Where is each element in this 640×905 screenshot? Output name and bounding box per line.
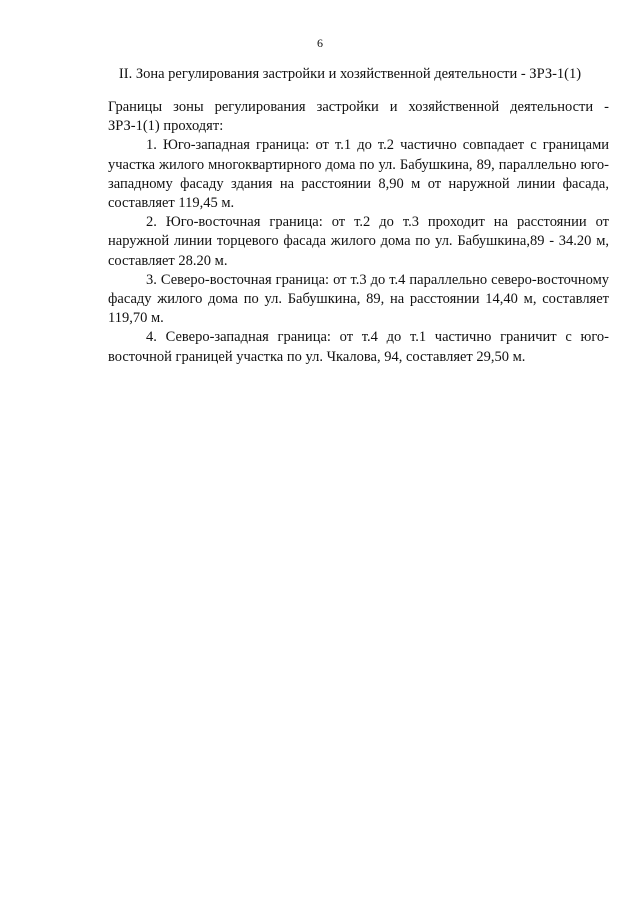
boundary-item-2: 2. Юго-восточная граница: от т.2 до т.3 проходит на расстоянии от наружной линии торцевого фасада жилого дома по ул. Бабушкина,89 - 34.20 м, составляет 28.20 м. <box>108 214 609 269</box>
document-body <box>108 98 609 367</box>
boundary-item-4: 4. Северо-западная граница: от т.4 до т.1 частично граничит с юго-восточной границей участка по ул. Чкалова, 94, составляет 29,50 м. <box>108 329 609 365</box>
intro-paragraph: Границы зоны регулирования застройки и хозяйственной деятельности - ЗРЗ-1(1) проходят: <box>108 99 609 135</box>
page-number: 6 <box>317 36 323 50</box>
boundary-item-3: 3. Северо-восточная граница: от т.3 до т.4 параллельно северо-восточному фасаду жилого дома по ул. Бабушкина, 89, на расстоянии 14,40 м, составляет 119,70 м. <box>108 271 609 327</box>
section-title: II. Зона регулирования застройки и хозяйственной деятельности - ЗРЗ-1(1) <box>118 66 582 82</box>
boundary-item-1: 1. Юго-западная граница: от т.1 до т.2 частично совпадает с границами участка жилого многоквартирного дома по ул. Бабушкина, 89, параллельно юго-западному фасаду здания на расстоянии 8,90 м от наружной линии фасада, составляет 119,45 м. <box>108 137 609 212</box>
